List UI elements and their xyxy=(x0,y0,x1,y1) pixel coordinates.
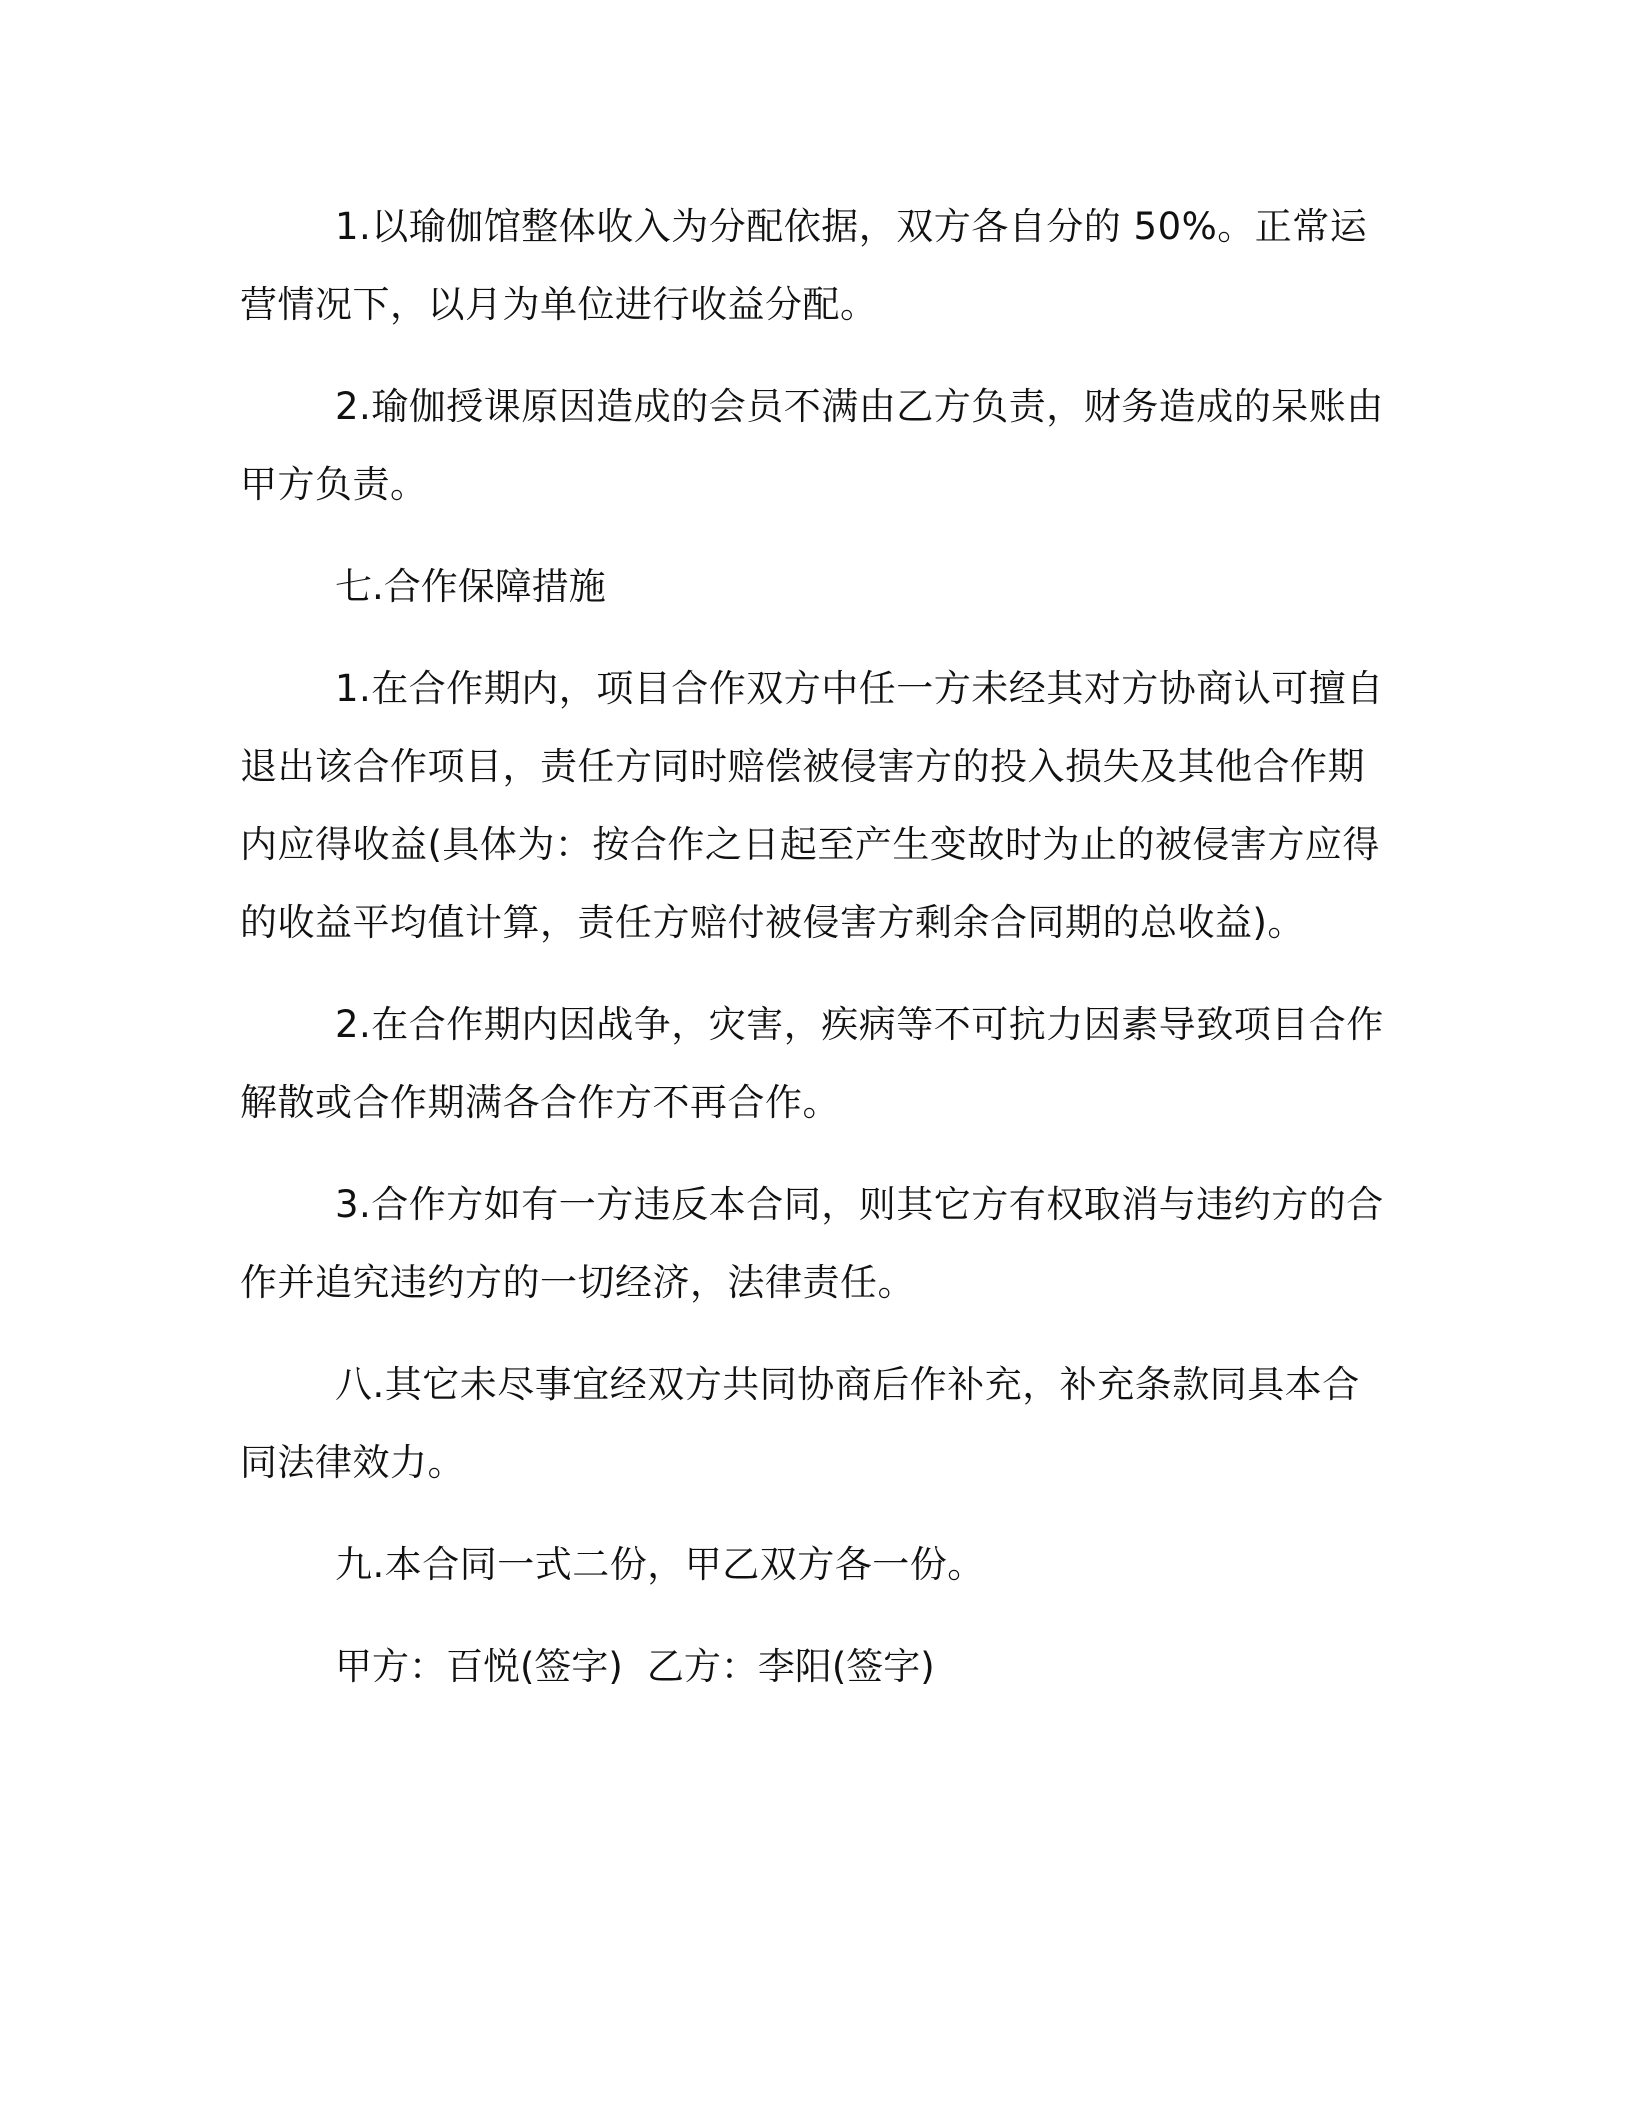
document-body xyxy=(240,188,1390,1706)
section-heading-cooperation-guarantee: 七.合作保障措施 xyxy=(335,565,606,608)
signature-party-a: 甲方：百悦(签字) xyxy=(335,1645,623,1688)
clause-profit-distribution: 1.以瑜伽馆整体收入为分配依据，双方各自分的 50%。正常运营情况下，以月为单位进行收益分配。 xyxy=(240,205,1368,326)
signature-line xyxy=(240,1628,1390,1706)
clause-responsibility: 2.瑜伽授课原因造成的会员不满由乙方负责，财务造成的呆账由甲方负责。 xyxy=(240,385,1384,506)
clause-force-majeure: 2.在合作期内因战争，灾害，疾病等不可抗力因素导致项目合作解散或合作期满各合作方不再合作。 xyxy=(240,1003,1384,1124)
clause-unauthorized-exit: 1.在合作期内，项目合作双方中任一方未经其对方协商认可擅自退出该合作项目，责任方同时赔偿被侵害方的投入损失及其他合作期内应得收益(具体为：按合作之日起至产生变故时为止的被侵害方应得的收益平均值计算，责任方赔付被侵害方剩余合同期的总收益)。 xyxy=(240,667,1384,944)
signature-party-b: 乙方：李阳(签字) xyxy=(646,1645,935,1688)
clause-supplementary: 八.其它未尽事宜经双方共同协商后作补充，补充条款同具本合同法律效力。 xyxy=(240,1363,1360,1484)
clause-breach: 3.合作方如有一方违反本合同，则其它方有权取消与违约方的合作并追究违约方的一切经济，法律责任。 xyxy=(240,1183,1384,1304)
clause-copies: 九.本合同一式二份，甲乙双方各一份。 xyxy=(335,1543,985,1586)
